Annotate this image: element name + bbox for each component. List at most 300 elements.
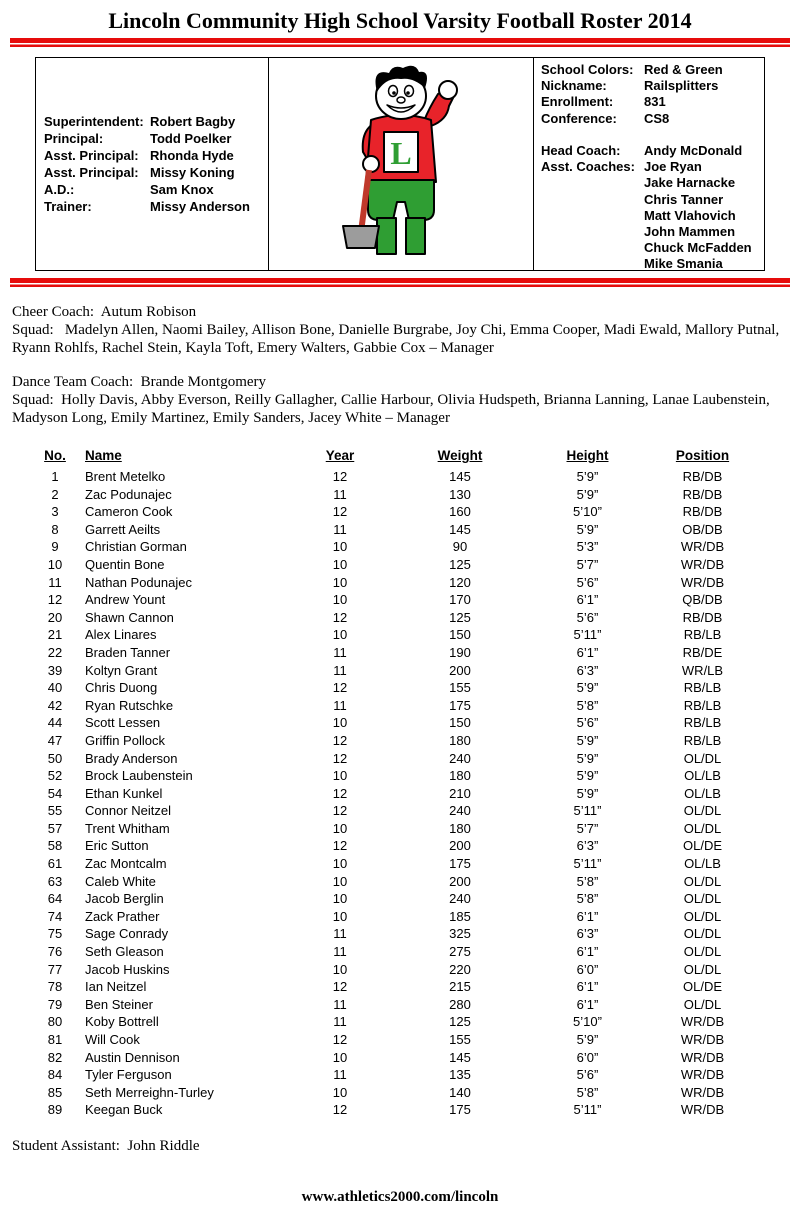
player-height: 5’7” (576, 820, 599, 836)
player-weight: 140 (449, 1084, 471, 1100)
player-position: WR/DB (680, 556, 725, 572)
school-info-value: Chuck McFadden (644, 240, 752, 256)
player-year: 11 (333, 926, 347, 942)
staff-value: Missy Koning (150, 165, 235, 180)
player-height: 6’1” (576, 979, 599, 995)
player-number: 1 (51, 469, 59, 484)
school-info-label (541, 208, 644, 224)
player-height: 6’1” (576, 944, 599, 960)
player-year: 10 (332, 715, 348, 731)
player-height: 6’1” (576, 644, 599, 660)
roster-row (35, 925, 765, 943)
player-name: Andrew Yount (85, 592, 166, 608)
player-height: 5’9” (576, 732, 599, 748)
staff-label: Principal: (44, 131, 104, 146)
player-number: 78 (47, 979, 63, 995)
info-panel (35, 57, 765, 271)
staff-value: Rhonda Hyde (150, 148, 234, 163)
player-name: Shawn Cannon (85, 609, 174, 625)
school-info-label (541, 256, 644, 272)
school-info-label: Conference: (541, 110, 617, 126)
player-number: 80 (47, 1014, 63, 1030)
player-year: 10 (332, 556, 348, 572)
roster-row (35, 486, 765, 504)
player-number: 8 (51, 521, 59, 537)
roster-row (35, 943, 765, 961)
school-info-label (541, 224, 644, 240)
player-number: 2 (51, 486, 59, 502)
player-year: 11 (333, 1067, 347, 1083)
staff-value: Todd Poelker (150, 131, 232, 146)
school-info-label: School Colors: (541, 62, 634, 77)
roster-row (35, 609, 765, 627)
player-name: Koltyn Grant (85, 662, 158, 678)
player-weight: 150 (449, 627, 471, 643)
col-header-height: Height (566, 448, 609, 463)
school-info-row (541, 127, 764, 143)
player-name: Seth Merreighn-Turley (85, 1084, 214, 1100)
roster-row (35, 538, 765, 556)
school-info-row (541, 175, 764, 191)
player-height: 6’3” (576, 838, 599, 854)
mascot-image (335, 64, 467, 264)
player-position: RB/LB (683, 697, 722, 713)
player-name: Scott Lessen (85, 715, 161, 731)
player-position: WR/DB (680, 1014, 725, 1030)
player-year: 12 (332, 838, 348, 854)
player-weight: 155 (449, 1032, 471, 1047)
player-position: OL/DL (683, 944, 722, 960)
player-name: Zack Prather (85, 908, 160, 924)
player-number: 79 (47, 996, 63, 1012)
player-year: 11 (333, 944, 347, 960)
roster-row (35, 1066, 765, 1084)
player-height: 5’9” (576, 768, 599, 784)
player-position: RB/DE (682, 644, 723, 660)
player-height: 5’10” (573, 504, 602, 520)
school-info-row (541, 224, 764, 240)
player-year: 10 (332, 856, 348, 872)
player-position: OL/DL (683, 926, 722, 942)
player-name: Connor Neitzel (85, 803, 171, 819)
player-name: Brady Anderson (85, 750, 178, 766)
staff-row (44, 113, 268, 130)
roster-row (35, 591, 765, 609)
player-year: 10 (332, 961, 348, 977)
school-info-row (541, 240, 764, 256)
player-weight: 240 (449, 750, 471, 766)
player-weight: 180 (449, 820, 471, 836)
player-year: 10 (332, 768, 348, 784)
player-number: 21 (47, 627, 63, 643)
player-weight: 175 (449, 1102, 471, 1118)
player-number: 20 (47, 609, 63, 625)
player-year: 11 (333, 697, 347, 713)
player-weight: 120 (449, 574, 471, 590)
school-info-value: John Mammen (644, 224, 736, 240)
school-info-label: Enrollment: (541, 94, 614, 110)
player-position: WR/DB (680, 1032, 725, 1047)
player-weight: 325 (449, 926, 471, 942)
player-year: 12 (332, 785, 348, 801)
player-year: 10 (332, 627, 348, 643)
player-name: Austin Dennison (85, 1049, 180, 1065)
roster-header-row (35, 447, 765, 465)
player-name: Ben Steiner (85, 996, 153, 1012)
mascot-pants (368, 180, 434, 254)
player-height: 6’1” (576, 996, 599, 1012)
player-year: 12 (332, 732, 348, 748)
player-position: RB/DB (682, 609, 723, 625)
player-height: 5’11” (573, 803, 602, 819)
player-position: OL/LB (684, 856, 721, 872)
player-year: 10 (332, 539, 348, 555)
player-weight: 180 (449, 732, 471, 748)
school-info-row (541, 159, 764, 175)
roster-row (35, 908, 765, 926)
player-name: Griffin Pollock (85, 732, 165, 748)
roster-row (35, 1084, 765, 1102)
roster-row (35, 574, 765, 592)
player-weight: 125 (449, 1014, 471, 1030)
roster-row (35, 697, 765, 715)
school-info-row (541, 78, 764, 94)
player-weight: 90 (452, 539, 468, 555)
player-number: 61 (47, 856, 63, 872)
player-name: Alex Linares (85, 627, 157, 643)
roster-row (35, 503, 765, 521)
staff-row (44, 147, 268, 164)
player-year: 11 (333, 644, 347, 660)
player-name: Koby Bottrell (85, 1014, 159, 1030)
player-weight: 150 (449, 715, 471, 731)
school-info-value: Matt Vlahovich (644, 207, 736, 223)
player-year: 10 (332, 908, 348, 924)
player-name: Trent Whitham (85, 820, 170, 836)
cheer-squad-line: Squad: Madelyn Allen, Naomi Bailey, Allison Bone, Danielle Burgrabe, Joy Chi, Emma Cooper, Madi Ewald, Mallory Putnal, Ryann Rohlfs, Rachel Stein, Kayla Toft, Emery Walters, Gabbie Cox – Manager (12, 322, 783, 356)
player-height: 6’0” (576, 961, 599, 977)
player-position: RB/DB (682, 469, 723, 484)
player-year: 12 (332, 609, 348, 625)
player-number: 40 (47, 680, 63, 696)
player-number: 42 (47, 697, 63, 713)
player-position: OL/DL (683, 873, 722, 889)
player-position: OL/DL (683, 820, 722, 836)
player-height: 5’8” (576, 873, 599, 889)
player-name: Nathan Podunajec (85, 574, 192, 590)
player-height: 6’0” (576, 1049, 599, 1065)
school-info-label: Nickname: (541, 78, 607, 94)
school-info-value: Railsplitters (644, 78, 719, 94)
player-name: Brock Laubenstein (85, 768, 193, 784)
footer-url: www.athletics2000.com/lincoln (301, 1188, 499, 1205)
school-info-row (541, 208, 764, 224)
school-info-value: Mike Smania (644, 256, 723, 272)
player-position: OL/DL (683, 803, 722, 819)
player-position: WR/DB (680, 1067, 725, 1083)
player-position: WR/LB (681, 662, 724, 678)
player-weight: 160 (449, 504, 471, 520)
player-year: 12 (332, 979, 348, 995)
roster-row (35, 837, 765, 855)
player-weight: 145 (449, 1049, 471, 1065)
player-weight: 200 (449, 662, 471, 678)
player-name: Garrett Aeilts (85, 521, 161, 537)
player-name: Chris Duong (85, 680, 158, 696)
bottom-red-rule (10, 278, 790, 287)
player-name: Jacob Huskins (85, 961, 170, 977)
player-number: 64 (47, 891, 63, 907)
player-year: 11 (333, 996, 347, 1012)
player-position: RB/LB (683, 627, 722, 643)
player-number: 84 (47, 1067, 63, 1083)
roster-row (35, 820, 765, 838)
school-info-value: Chris Tanner (644, 191, 724, 207)
player-weight: 145 (449, 521, 471, 537)
player-position: OL/DL (683, 891, 722, 907)
player-number: 50 (47, 750, 63, 766)
player-number: 10 (47, 556, 63, 572)
player-height: 5’3” (576, 539, 599, 555)
dance-squad-line: Squad: Holly Davis, Abby Everson, Reilly Gallagher, Callie Harbour, Olivia Hudspeth, Brianna Lanning, Lanae Laubenstein, Madyson Long, Emily Martinez, Emily Sanders, Jacey White – Manager (12, 392, 774, 426)
school-info-label: Asst. Coaches: (541, 159, 635, 175)
player-weight: 175 (449, 856, 471, 872)
roster-row (35, 890, 765, 908)
player-position: OL/DL (683, 961, 722, 977)
player-year: 12 (332, 803, 348, 819)
player-position: OL/LB (684, 785, 721, 801)
player-position: OL/DE (682, 838, 722, 854)
player-position: OL/DL (683, 908, 722, 924)
school-info-value: Red & Green (644, 62, 723, 77)
player-height: 5’6” (576, 715, 599, 731)
player-position: OL/LB (684, 768, 721, 784)
school-info-box (534, 58, 764, 270)
school-info-value: 831 (644, 94, 666, 110)
roster-row (35, 961, 765, 979)
player-year: 10 (332, 820, 348, 836)
roster-row (35, 662, 765, 680)
player-weight: 180 (449, 768, 471, 784)
roster-row (35, 996, 765, 1014)
player-height: 5’10” (573, 1014, 602, 1030)
player-number: 9 (51, 539, 59, 555)
player-number: 11 (48, 574, 62, 590)
col-header-no: No. (44, 448, 66, 463)
player-name: Will Cook (85, 1032, 140, 1047)
school-info-label (541, 175, 644, 191)
player-height: 5’9” (576, 785, 599, 801)
player-height: 6’1” (576, 908, 599, 924)
player-name: Caleb White (85, 873, 156, 889)
staff-label: Asst. Principal: (44, 148, 139, 163)
player-number: 47 (47, 732, 63, 748)
player-year: 10 (332, 873, 348, 889)
school-info-value: Andy McDonald (644, 143, 743, 158)
col-header-weight: Weight (437, 448, 483, 463)
player-height: 5’11” (573, 856, 602, 872)
player-position: RB/LB (683, 715, 722, 731)
roster-row (35, 873, 765, 891)
player-name: Eric Sutton (85, 838, 149, 854)
mascot-head (376, 66, 428, 119)
cheer-coach-line: Cheer Coach: Autum Robison (12, 304, 197, 320)
player-weight: 170 (449, 592, 471, 608)
roster-row (35, 714, 765, 732)
player-name: Braden Tanner (85, 644, 171, 660)
student-assistant-line: Student Assistant: John Riddle (12, 1137, 200, 1154)
school-info-value: Jake Harnacke (644, 175, 736, 191)
player-weight: 135 (449, 1067, 471, 1083)
player-number: 55 (47, 803, 63, 819)
player-weight: 220 (449, 961, 471, 977)
mascot-letter: L (390, 135, 412, 171)
player-height: 5’8” (576, 1084, 599, 1100)
roster-row (35, 1101, 765, 1119)
roster-row (35, 468, 765, 486)
player-position: OL/DL (683, 996, 722, 1012)
school-info-label (541, 192, 644, 208)
col-header-name: Name (85, 448, 122, 463)
school-info-row (541, 111, 764, 127)
player-height: 5’6” (576, 574, 599, 590)
player-name: Ryan Rutschke (85, 697, 174, 713)
school-info-row (541, 62, 764, 78)
player-position: RB/DB (682, 486, 723, 502)
player-name: Cameron Cook (85, 504, 173, 520)
player-year: 11 (333, 662, 347, 678)
player-number: 82 (47, 1049, 63, 1065)
player-position: OL/DL (683, 750, 722, 766)
player-position: WR/DB (680, 1102, 725, 1118)
player-number: 44 (47, 715, 63, 731)
player-weight: 185 (449, 908, 471, 924)
roster-row (35, 802, 765, 820)
school-info-row (541, 143, 764, 159)
player-height: 5’8” (576, 891, 599, 907)
player-height: 5’9” (576, 469, 599, 484)
player-weight: 145 (449, 469, 471, 484)
player-position: RB/LB (683, 732, 722, 748)
player-year: 12 (332, 469, 348, 484)
player-weight: 215 (449, 979, 471, 995)
roster-row (35, 855, 765, 873)
player-weight: 175 (449, 697, 471, 713)
school-info-value: CS8 (644, 110, 670, 126)
player-year: 10 (332, 1084, 348, 1100)
roster-row (35, 1013, 765, 1031)
col-header-year: Year (325, 448, 355, 463)
staff-label: Trainer: (44, 199, 92, 214)
player-name: Ian Neitzel (85, 979, 147, 995)
roster-row (35, 1031, 765, 1049)
player-year: 12 (332, 1032, 348, 1047)
player-position: WR/DB (680, 539, 725, 555)
roster-rows (35, 468, 765, 1119)
school-info-row (541, 256, 764, 272)
player-weight: 200 (449, 838, 471, 854)
player-number: 3 (51, 504, 59, 520)
top-red-rule (10, 38, 790, 47)
school-info-value: Joe Ryan (644, 159, 702, 175)
player-height: 5’11” (573, 1102, 602, 1118)
player-weight: 240 (449, 891, 471, 907)
roster-row (35, 750, 765, 768)
player-name: Ethan Kunkel (85, 785, 163, 801)
player-year: 10 (332, 592, 348, 608)
player-name: Brent Metelko (85, 469, 166, 484)
staff-value: Robert Bagby (150, 114, 236, 129)
roster-row (35, 556, 765, 574)
roster-row (35, 732, 765, 750)
player-number: 75 (47, 926, 63, 942)
player-height: 6’3” (576, 662, 599, 678)
school-info-label (541, 240, 644, 256)
player-number: 74 (47, 908, 63, 924)
player-name: Keegan Buck (85, 1102, 163, 1118)
player-height: 5’6” (576, 609, 599, 625)
player-name: Christian Gorman (85, 539, 187, 555)
roster-row (35, 978, 765, 996)
player-year: 11 (333, 486, 347, 502)
staff-row (44, 164, 268, 181)
player-name: Jacob Berglin (85, 891, 164, 907)
player-number: 39 (47, 662, 63, 678)
player-number: 57 (47, 820, 63, 836)
player-height: 6’3” (576, 926, 599, 942)
player-height: 6’1” (576, 592, 599, 608)
school-info-row (541, 94, 764, 110)
roster-row (35, 626, 765, 644)
player-number: 76 (47, 944, 63, 960)
roster-row (35, 644, 765, 662)
player-position: WR/DB (680, 574, 725, 590)
roster-row (35, 785, 765, 803)
staff-box (36, 58, 268, 270)
staff-label: A.D.: (44, 182, 75, 197)
player-name: Seth Gleason (85, 944, 164, 960)
player-number: 81 (47, 1032, 63, 1047)
player-year: 12 (332, 750, 348, 766)
staff-label: Asst. Principal: (44, 165, 139, 180)
staff-label: Superintendent: (44, 114, 144, 129)
roster-row (35, 679, 765, 697)
page-title: Lincoln Community High School Varsity Football Roster 2014 (108, 8, 692, 33)
player-number: 54 (47, 785, 63, 801)
player-weight: 280 (449, 996, 471, 1012)
roster-row (35, 767, 765, 785)
player-number: 58 (47, 838, 63, 854)
player-number: 12 (47, 592, 63, 608)
col-header-position: Position (675, 448, 730, 463)
school-info-value (644, 127, 764, 143)
player-weight: 240 (449, 803, 471, 819)
player-weight: 190 (449, 644, 471, 660)
player-year: 12 (332, 1102, 348, 1118)
player-height: 5’8” (576, 697, 599, 713)
staff-row (44, 181, 268, 198)
player-weight: 125 (449, 609, 471, 625)
player-height: 5’9” (576, 680, 599, 696)
player-year: 10 (332, 574, 348, 590)
player-number: 52 (47, 768, 63, 784)
player-weight: 125 (449, 556, 471, 572)
staff-value: Missy Anderson (150, 199, 250, 214)
player-position: QB/DB (682, 592, 723, 608)
player-name: Zac Montcalm (85, 856, 167, 872)
player-number: 22 (47, 644, 63, 660)
player-weight: 210 (449, 785, 471, 801)
